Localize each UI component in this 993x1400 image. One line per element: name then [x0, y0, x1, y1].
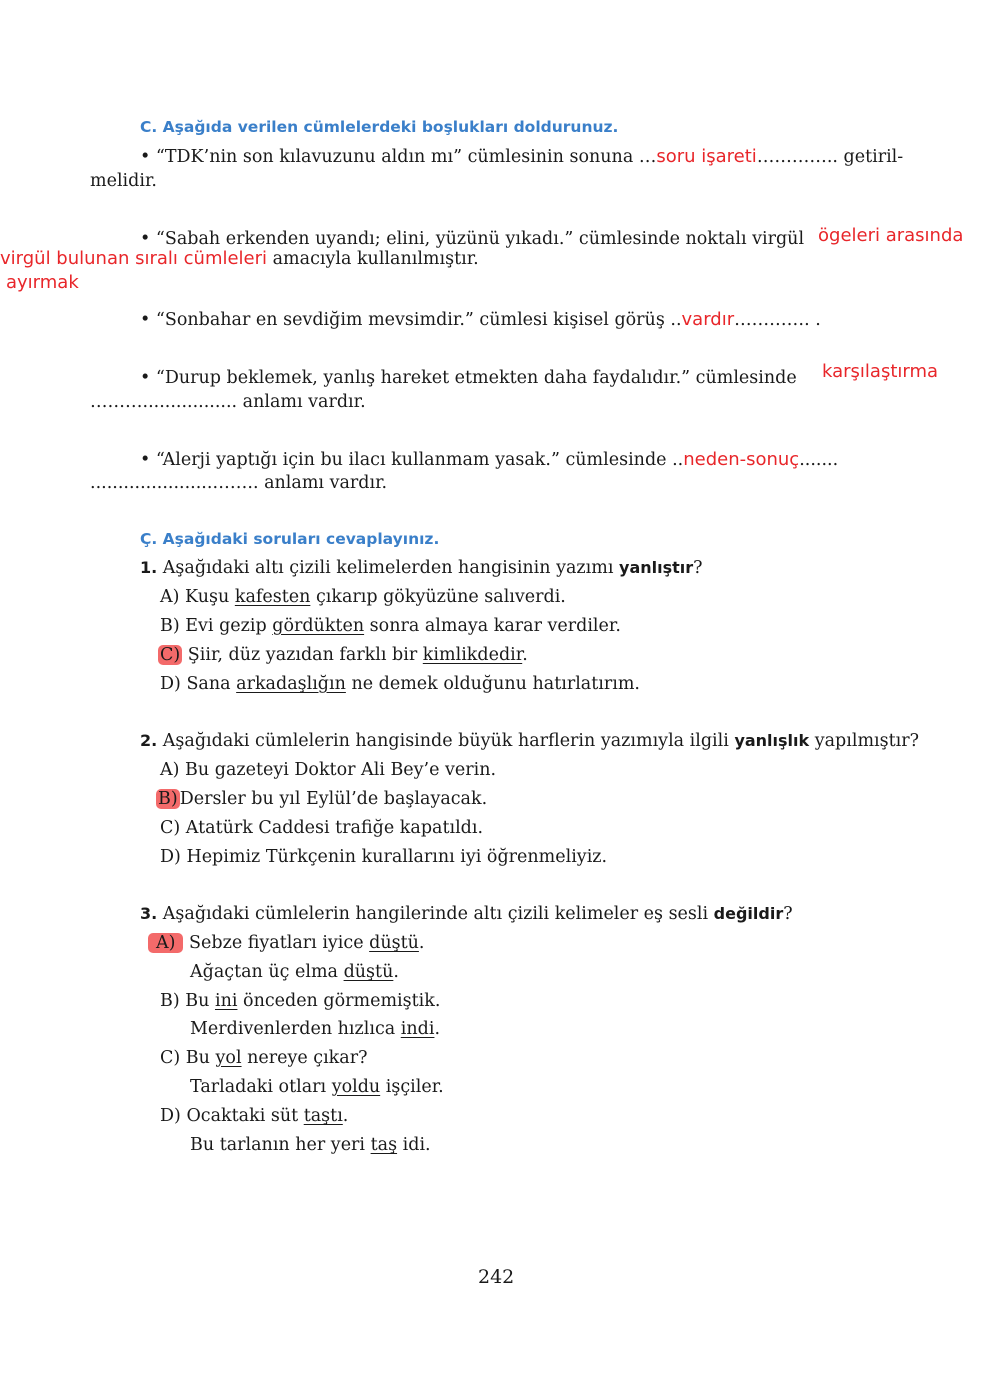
fill-blank-4-text-cont: anlamı vardır. — [242, 392, 366, 412]
underlined-word: yoldu — [331, 1077, 381, 1097]
option-label: D) — [160, 674, 181, 694]
fill-blank-4-text: “Durup beklemek, yanlış hareket etmekten daha faydalıdır.” cümlesinde — [155, 368, 797, 388]
question-3-stem — [140, 903, 793, 925]
question-3-option-c-line1 — [160, 1047, 367, 1069]
question-2-text: Aşağıdaki cümlelerin hangisinde büyük harflerin yazımıyla ilgili — [162, 731, 729, 751]
question-2-option-d — [160, 846, 607, 868]
dots: ......................…….. — [90, 473, 259, 493]
fill-blank-5-text: “Alerji yaptığı için bu ilacı kullanmam yasak.” cümlesinde — [155, 450, 667, 470]
fill-blank-5-line2 — [90, 472, 387, 494]
fill-blank-1-text-cont: getiril- — [843, 147, 904, 167]
dots: ………….. — [756, 147, 838, 167]
question-3-option-a-line2 — [190, 961, 399, 983]
option-text: Hepimiz Türkçenin kurallarını iyi öğrenmeliyiz. — [186, 847, 608, 867]
fill-blank-3-answer: vardır — [681, 309, 735, 330]
question-2-stem — [140, 730, 919, 752]
option-label: D) — [160, 847, 181, 867]
fill-blank-1-text: “TDK’nin son kılavuzunu aldın mı” cümlesinin sonuna — [155, 147, 634, 167]
fill-blank-2-line2 — [0, 248, 479, 270]
question-3-option-d-line2 — [190, 1134, 431, 1156]
question-1-option-b — [160, 615, 621, 637]
fill-blank-2-answer-c: ayırmak — [6, 272, 79, 293]
question-3-option-b-line1 — [160, 990, 440, 1012]
bullet: • — [140, 368, 151, 388]
question-3-option-a-line1 — [148, 932, 424, 954]
option-text: Kuşu — [185, 587, 230, 607]
fill-blank-1-line1 — [140, 146, 903, 168]
underlined-word: taş — [370, 1135, 398, 1155]
question-1-stem — [140, 557, 703, 579]
option-text: Ocaktaki süt — [186, 1106, 299, 1126]
dots: ....... — [799, 450, 839, 470]
underlined-word: kafesten — [234, 587, 311, 607]
option-text: . — [434, 1019, 441, 1039]
fill-blank-4-line1 — [140, 367, 797, 389]
bullet: • — [140, 310, 151, 330]
dots: …………. — [734, 310, 810, 330]
question-2-end: yapılmıştır? — [814, 731, 919, 751]
period: . — [815, 310, 821, 330]
option-text: işçiler. — [385, 1077, 444, 1097]
underlined-word: kimlikdedir — [422, 645, 523, 665]
option-text: Bu tarlanın her yeri — [190, 1135, 366, 1155]
question-1-option-c — [158, 644, 528, 666]
question-1-option-d — [160, 673, 640, 695]
fill-blank-2-line1 — [140, 228, 804, 250]
selected-answer-highlight: B) — [158, 789, 178, 809]
option-label: A) — [160, 760, 180, 780]
section-cc-heading: Ç. Aşağıdaki soruları cevaplayınız. — [140, 530, 440, 548]
option-text: . — [418, 933, 425, 953]
underlined-word: indi — [400, 1019, 435, 1039]
fill-blank-5-line1 — [140, 449, 838, 471]
question-2-option-c — [160, 817, 483, 839]
option-text: önceden görmemiştik. — [243, 991, 441, 1011]
question-1-emphasis: yanlıştır — [619, 558, 694, 577]
question-3-option-b-line2 — [190, 1018, 440, 1040]
underlined-word: düştü — [343, 962, 394, 982]
option-label: D) — [160, 1106, 181, 1126]
fill-blank-2-answer-b: virgül bulunan sıralı cümleleri — [0, 248, 268, 269]
option-text: Dersler bu yıl Eylül’de başlayacak. — [179, 789, 488, 809]
option-text: Sebze fiyatları iyice — [189, 933, 364, 953]
option-text: Bu — [185, 1048, 210, 1068]
question-number: 1. — [140, 558, 158, 577]
bullet: • — [140, 450, 151, 470]
question-2-emphasis: yanlışlık — [734, 731, 810, 750]
option-text: Ağaçtan üç elma — [190, 962, 338, 982]
page-number: 242 — [478, 1266, 515, 1288]
option-text: ne demek olduğunu hatırlatırım. — [351, 674, 640, 694]
option-label: C) — [160, 818, 181, 838]
underlined-word: ini — [214, 991, 238, 1011]
fill-blank-2-text-cont: amacıyla kullanılmıştır. — [272, 249, 479, 269]
option-text: Merdivenlerden hızlıca — [190, 1019, 396, 1039]
dots: ………................. — [90, 392, 238, 412]
option-text: sonra almaya karar verdiler. — [369, 616, 621, 636]
fill-blank-4-line2 — [90, 391, 366, 413]
bullet: • — [140, 147, 151, 167]
underlined-word: yol — [215, 1048, 242, 1068]
option-text: Şiir, düz yazıdan farklı bir — [187, 645, 418, 665]
fill-blank-3-text: “Sonbahar en sevdiğim mevsimdir.” cümlesi kişisel görüş — [155, 310, 665, 330]
selected-answer-highlight: A) — [148, 933, 183, 953]
fill-blank-2-answer-a: ögeleri arasında — [818, 225, 964, 246]
question-3-text: Aşağıdaki cümlelerin hangilerinde altı çizili kelimeler eş sesli — [162, 904, 709, 924]
option-text: Sana — [186, 674, 231, 694]
option-label: A) — [160, 587, 180, 607]
option-text: idi. — [402, 1135, 431, 1155]
question-1-text: Aşağıdaki altı çizili kelimelerden hangisinin yazımı — [162, 558, 614, 578]
underlined-word: arkadaşlığın — [236, 674, 346, 694]
option-label: B) — [160, 991, 180, 1011]
question-mark: ? — [783, 904, 793, 924]
option-text: çıkarıp gökyüzüne salıverdi. — [315, 587, 566, 607]
section-c-heading: C. Aşağıda verilen cümlelerdeki boşlukları doldurunuz. — [140, 118, 619, 136]
option-text: Tarladaki otları — [190, 1077, 327, 1097]
fill-blank-2-text: “Sabah erkenden uyandı; elini, yüzünü yıkadı.” cümlesinde noktalı virgül — [155, 229, 805, 249]
dots: .. — [670, 310, 682, 330]
question-2-option-b — [156, 788, 487, 810]
option-text: . — [342, 1106, 349, 1126]
option-text: . — [393, 962, 399, 982]
question-number: 2. — [140, 731, 158, 750]
option-text: Atatürk Caddesi trafiğe kapatıldı. — [185, 818, 484, 838]
option-text: Bu gazeteyi Doktor Ali Bey’e verin. — [185, 760, 497, 780]
question-number: 3. — [140, 904, 158, 923]
underlined-word: taştı — [303, 1106, 343, 1126]
bullet: • — [140, 229, 151, 249]
fill-blank-1-answer: soru işareti — [656, 146, 757, 167]
fill-blank-1-line2: melidir. — [90, 171, 157, 191]
fill-blank-3 — [140, 309, 821, 331]
option-text: Evi gezip — [185, 616, 267, 636]
option-label: C) — [160, 1048, 181, 1068]
fill-blank-5-text-cont: anlamı vardır. — [264, 473, 388, 493]
option-text: . — [522, 645, 528, 665]
question-mark: ? — [693, 558, 703, 578]
question-3-option-d-line1 — [160, 1105, 348, 1127]
underlined-word: düştü — [369, 933, 419, 953]
fill-blank-4-answer: karşılaştırma — [822, 361, 939, 382]
selected-answer-highlight: C) — [160, 645, 181, 665]
dots: .. — [672, 450, 684, 470]
dots: … — [638, 147, 657, 167]
option-text: nereye çıkar? — [247, 1048, 368, 1068]
question-3-option-c-line2 — [190, 1076, 444, 1098]
underlined-word: gördükten — [272, 616, 365, 636]
question-3-emphasis: değildir — [713, 904, 784, 923]
fill-blank-5-answer: neden-sonuç — [683, 449, 800, 470]
option-label: B) — [160, 616, 180, 636]
option-text: Bu — [185, 991, 210, 1011]
question-2-option-a — [160, 759, 496, 781]
question-1-option-a — [160, 586, 566, 608]
